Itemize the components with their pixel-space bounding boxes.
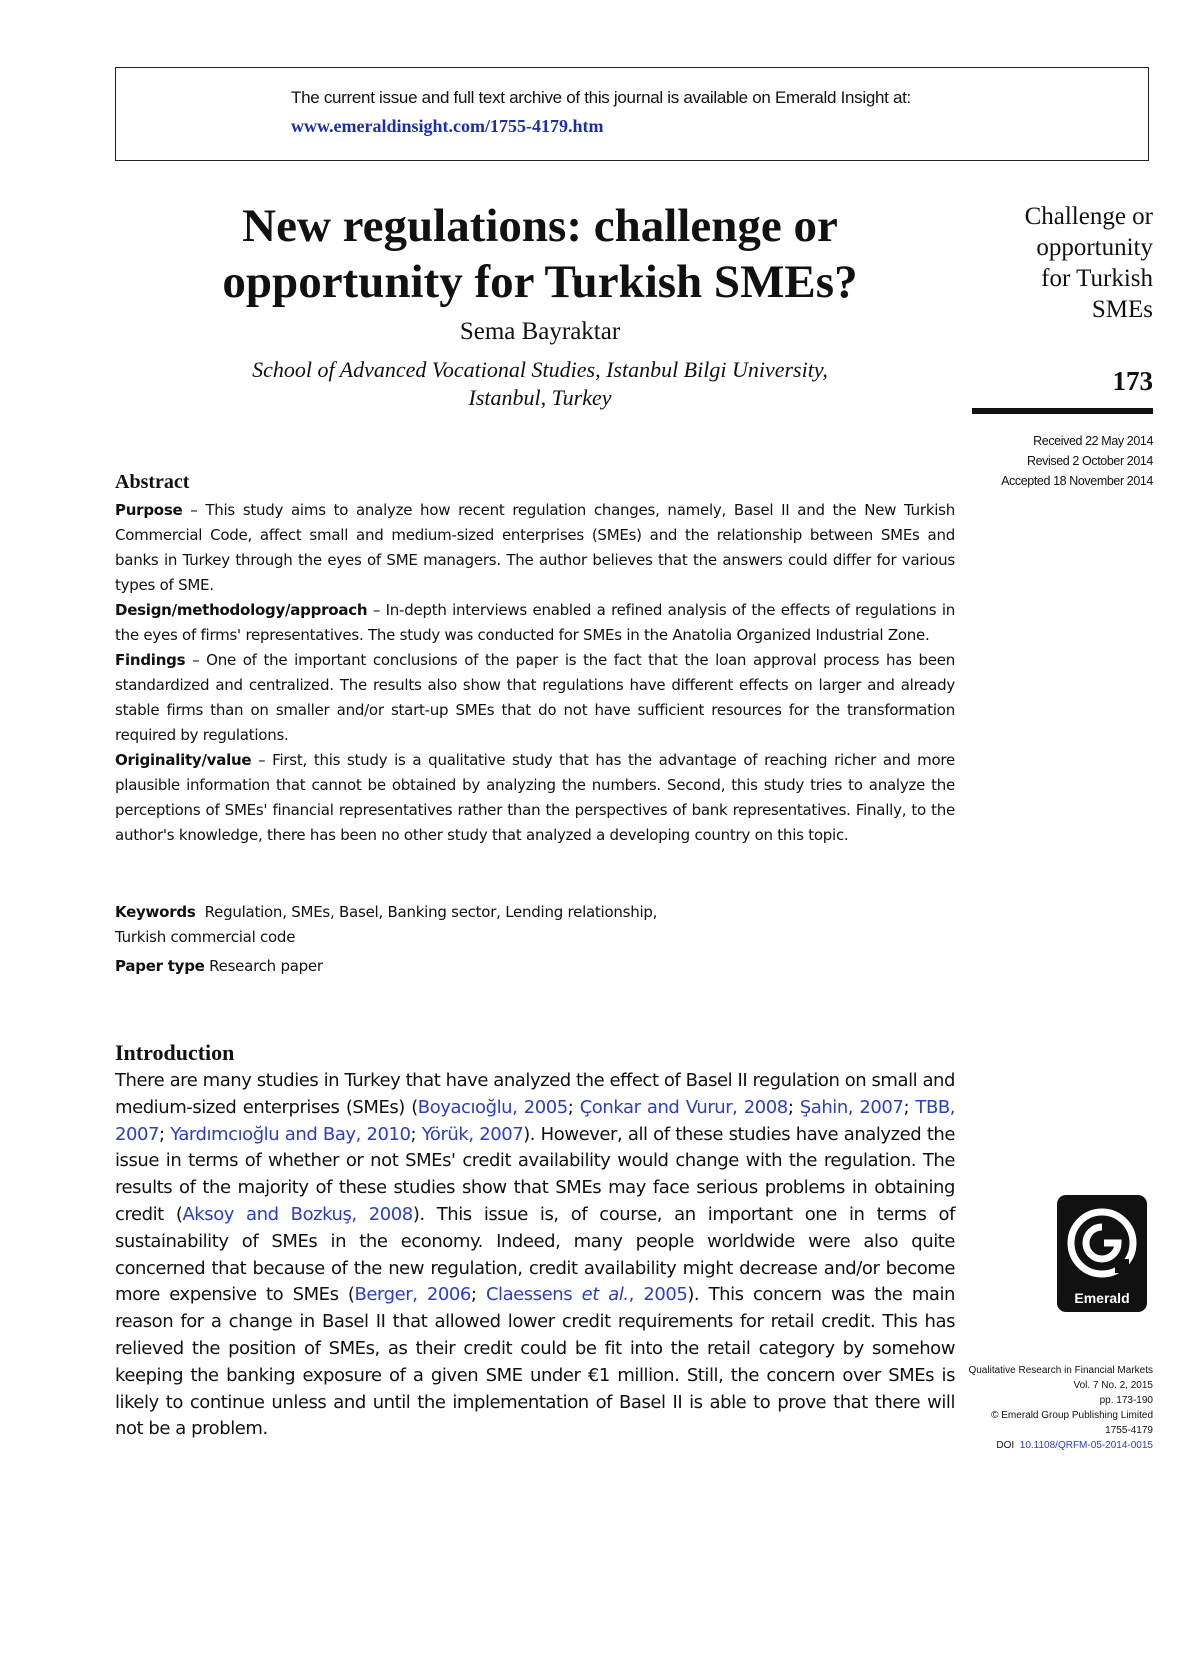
- findings-text: – One of the important conclusions of the paper is the fact that the loan approval process has been standardized and centralized. The results also show that regulations have different effects on larger and already stable firms than on smaller and/or start-up SMEs that do not have sufficient resources for the transformation required by regulations.: [115, 651, 955, 744]
- abstract-findings: [115, 648, 955, 748]
- intro-text: There are many studies in Turkey that have analyzed the effect of Basel II regulation on small and medium-sized enterprises (SMEs) (: [115, 1070, 955, 1118]
- paper-type-value: Research paper: [204, 957, 323, 975]
- journal-volume: Vol. 7 No. 2, 2015: [1073, 1380, 1153, 1391]
- findings-label: Findings: [115, 651, 186, 669]
- intro-text: ). This issue is, of course, an important one in terms of sustainability of SMEs in the economy. Indeed, many people worldwide were also quite concerned that because of the new regulation, credit availability might decrease and/or become more expensive to SMEs (: [115, 1203, 955, 1306]
- running-head-line: SMEs: [1091, 296, 1153, 323]
- journal-url-link[interactable]: www.emeraldinsight.com/1755-4179.htm: [291, 116, 604, 136]
- design-label: Design/methodology/approach: [115, 601, 368, 619]
- journal-name: Qualitative Research in Financial Markets: [968, 1365, 1153, 1376]
- intro-separator: ;: [159, 1123, 171, 1145]
- submission-dates: [1001, 431, 1153, 491]
- logo-text: Emerald: [1074, 1290, 1130, 1306]
- abstract-originality: [115, 748, 955, 848]
- intro-separator: ;: [903, 1096, 916, 1118]
- availability-notice: [115, 67, 1149, 161]
- copyright: © Emerald Group Publishing Limited: [991, 1410, 1153, 1421]
- page-number: 173: [1112, 366, 1153, 396]
- abstract-heading: Abstract: [115, 471, 190, 493]
- citation-author: Claessens: [485, 1284, 582, 1306]
- title-line-2: opportunity for Turkish SMEs?: [222, 256, 858, 308]
- notice-text: The current issue and full text archive of this journal is available on Emerald Insight at:: [291, 88, 911, 107]
- abstract-body: [115, 498, 955, 848]
- intro-separator: ;: [410, 1123, 422, 1145]
- paper-type: [115, 957, 955, 975]
- emerald-logo: [1057, 1195, 1147, 1312]
- design-text: – In-depth interviews enabled a refined analysis of the effects of regulations in the eyes of firms' representatives. The study was conducted for SMEs in the Anatolia Organized Industrial Zone.: [115, 601, 955, 644]
- originality-label: Originality/value: [115, 751, 252, 769]
- intro-separator: ;: [567, 1096, 580, 1118]
- running-head-line: opportunity: [1036, 234, 1153, 261]
- running-head-line: Challenge or: [1024, 203, 1153, 230]
- emerald-swirl-icon: [1057, 1201, 1147, 1291]
- citation-year: , 2005: [628, 1284, 688, 1306]
- author-name: Sema Bayraktar: [459, 318, 621, 345]
- issn: 1755-4179: [1105, 1425, 1153, 1436]
- journal-metadata: [963, 1363, 1153, 1453]
- citation-link[interactable]: Çonkar and Vurur, 2008: [579, 1096, 788, 1118]
- purpose-label: Purpose: [115, 501, 183, 519]
- abstract-purpose: [115, 498, 955, 598]
- doi-label: DOI: [996, 1440, 1015, 1451]
- running-head-line: for Turkish: [1041, 265, 1153, 292]
- introduction-heading: Introduction: [115, 1040, 235, 1065]
- paper-type-label: Paper type: [115, 957, 205, 975]
- citation-link[interactable]: Şahin, 2007: [799, 1096, 904, 1118]
- keywords-line-2: Turkish commercial code: [115, 928, 296, 946]
- originality-text: – First, this study is a qualitative study that has the advantage of reaching richer and more plausible information that cannot be obtained by analyzing the numbers. Second, this study tries to analyze the perceptions of SMEs' financial representatives rather than the perspectives of bank representatives. Finally, to the author's knowledge, there has been no other study that analyzed a developing country on this topic.: [115, 751, 955, 844]
- accepted-date: Accepted 18 November 2014: [1001, 474, 1153, 488]
- intro-separator: ;: [470, 1284, 486, 1306]
- intro-text: ). This concern was the main reason for a change in Basel II that allowed lower credit requirements for retail credit. This has relieved the position of SMEs, as their credit could be fit into the retail category by somehow keeping the banking exposure of a given SME under €1 million. Still, the concern over SMEs is likely to continue unless and until the implementation of Basel II is able to prove that there will not be a problem.: [115, 1284, 955, 1440]
- received-date: Received 22 May 2014: [1033, 434, 1153, 448]
- citation-link[interactable]: Berger, 2006: [354, 1284, 471, 1306]
- citation-link[interactable]: [486, 1284, 687, 1305]
- title-line-1: New regulations: challenge or: [242, 200, 838, 252]
- doi-link[interactable]: 10.1108/QRFM-05-2014-0015: [1019, 1440, 1153, 1451]
- running-head: [953, 201, 1153, 325]
- revised-date: Revised 2 October 2014: [1026, 454, 1153, 468]
- keywords-label: Keywords: [115, 903, 196, 921]
- affiliation-line-1: School of Advanced Vocational Studies, Istanbul Bilgi University,: [252, 357, 828, 382]
- keywords: [115, 900, 955, 950]
- citation-link[interactable]: TBB, 2007: [115, 1096, 956, 1145]
- intro-text: ). However, all of these studies have analyzed the issue in terms of whether or not SMEs' credit availability would change with the regulation. The results of the majority of these studies show that SMEs may face serious problems in obtaining credit (: [115, 1123, 956, 1225]
- author-affiliation: [120, 356, 960, 412]
- introduction-body: [115, 1068, 955, 1443]
- affiliation-line-2: Istanbul, Turkey: [468, 385, 612, 410]
- keywords-line-1: Regulation, SMEs, Basel, Banking sector, Lending relationship,: [204, 903, 658, 921]
- article-title: [120, 198, 960, 310]
- purpose-text: – This study aims to analyze how recent regulation changes, namely, Basel II and the New Turkish Commercial Code, affect small and medium-sized enterprises (SMEs) and the relationship between SMEs and banks in Turkey through the eyes of SME managers. The author believes that the answers could differ for various types of SME.: [115, 501, 955, 594]
- abstract-design: [115, 598, 955, 648]
- citation-link[interactable]: Boyacıoğlu, 2005: [417, 1096, 568, 1118]
- citation-etal: et al.: [581, 1284, 629, 1306]
- journal-pages: pp. 173-190: [1099, 1395, 1153, 1406]
- citation-link[interactable]: Yardımcıoğlu and Bay, 2010: [170, 1123, 411, 1145]
- intro-separator: ;: [787, 1096, 800, 1118]
- doi-line: [963, 1438, 1153, 1453]
- citation-link[interactable]: Yörük, 2007: [421, 1123, 524, 1145]
- margin-rule: [972, 408, 1153, 414]
- citation-link[interactable]: Aksoy and Bozkuş, 2008: [182, 1203, 413, 1225]
